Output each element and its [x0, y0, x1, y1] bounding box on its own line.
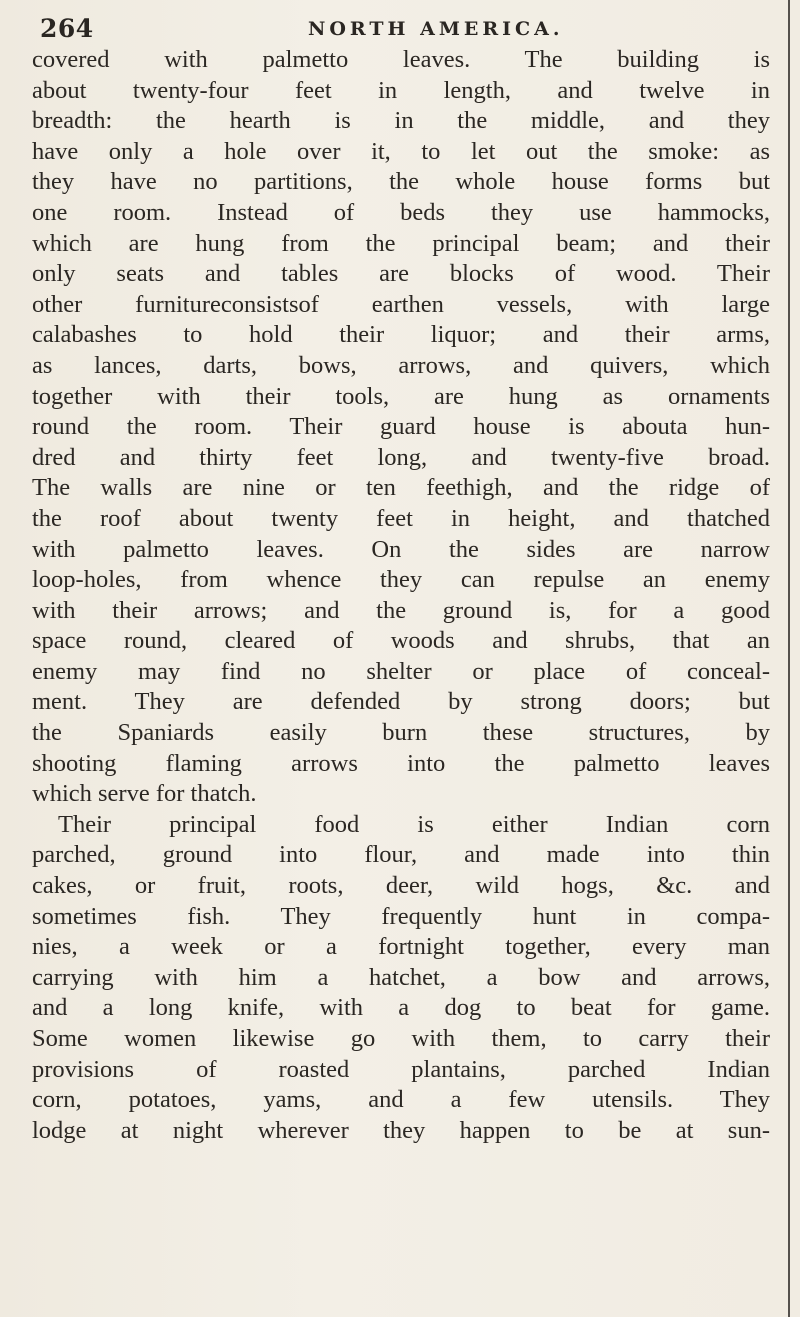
- text-line: corn, potatoes, yams, and a few utensils. They: [32, 1086, 770, 1114]
- page-number: 264: [40, 14, 94, 43]
- text-line: round the room. Their guard house is abouta hun-: [32, 413, 770, 441]
- text-line: sometimes fish. They frequently hunt in compa-: [32, 902, 770, 930]
- text-line: together with their tools, are hung as ornaments: [32, 382, 770, 410]
- text-line: as lances, darts, bows, arrows, and quivers, which: [32, 351, 770, 379]
- text-line: space round, cleared of woods and shrubs, that an: [32, 627, 770, 655]
- text-line: which are hung from the principal beam; and their: [32, 229, 770, 257]
- text-line: ment. They are defended by strong doors; but: [32, 688, 770, 716]
- text-line: other furnitureconsistsof earthen vessels, with large: [32, 290, 770, 318]
- text-line: with their arrows; and the ground is, for a good: [32, 596, 770, 624]
- text-line: enemy may find no shelter or place of conceal-: [32, 657, 770, 685]
- text-line: about twenty-four feet in length, and twelve in: [32, 76, 770, 104]
- text-line: Some women likewise go with them, to carry their: [32, 1025, 770, 1052]
- text-line: calabashes to hold their liquor; and their arms,: [32, 321, 770, 349]
- page-edge-line: [788, 0, 790, 1317]
- body-text: [32, 45, 770, 1146]
- text-line: the Spaniards easily burn these structures, by: [32, 719, 770, 747]
- text-line: The walls are nine or ten feethigh, and the ridge of: [32, 474, 770, 502]
- text-line: which serve for thatch.: [32, 780, 257, 808]
- text-line: breadth: the hearth is in the middle, and they: [32, 107, 770, 135]
- text-line: Their principal food is either Indian corn: [58, 810, 770, 838]
- text-line: dred and thirty feet long, and twenty-five broad.: [32, 443, 770, 471]
- text-line: parched, ground into flour, and made into thin: [32, 841, 770, 869]
- text-line: covered with palmetto leaves. The building is: [32, 46, 770, 73]
- text-line: provisions of roasted plantains, parched Indian: [32, 1055, 770, 1083]
- paragraph-2: [32, 810, 770, 1147]
- text-line: and a long knife, with a dog to beat for game.: [32, 994, 770, 1022]
- running-head: NORTH AMERICA.: [308, 18, 564, 40]
- text-line: only seats and tables are blocks of wood. Their: [32, 260, 770, 288]
- page-header: [40, 14, 760, 48]
- text-line: shooting flaming arrows into the palmetto leaves: [32, 749, 770, 777]
- text-line: nies, a week or a fortnight together, every man: [32, 933, 770, 961]
- text-line: loop-holes, from whence they can repulse an enemy: [32, 566, 770, 594]
- text-line: carrying with him a hatchet, a bow and arrows,: [32, 963, 770, 991]
- text-line: one room. Instead of beds they use hammocks,: [32, 198, 770, 226]
- text-line: the roof about twenty feet in height, and thatched: [32, 504, 770, 532]
- text-line: have only a hole over it, to let out the smoke: as: [32, 137, 770, 165]
- text-line: with palmetto leaves. On the sides are narrow: [32, 535, 770, 563]
- text-line: cakes, or fruit, roots, deer, wild hogs, &c. and: [32, 872, 770, 900]
- text-line: lodge at night wherever they happen to be at sun-: [32, 1116, 770, 1144]
- text-line: they have no partitions, the whole house forms but: [32, 168, 770, 196]
- paragraph-1: [32, 45, 770, 810]
